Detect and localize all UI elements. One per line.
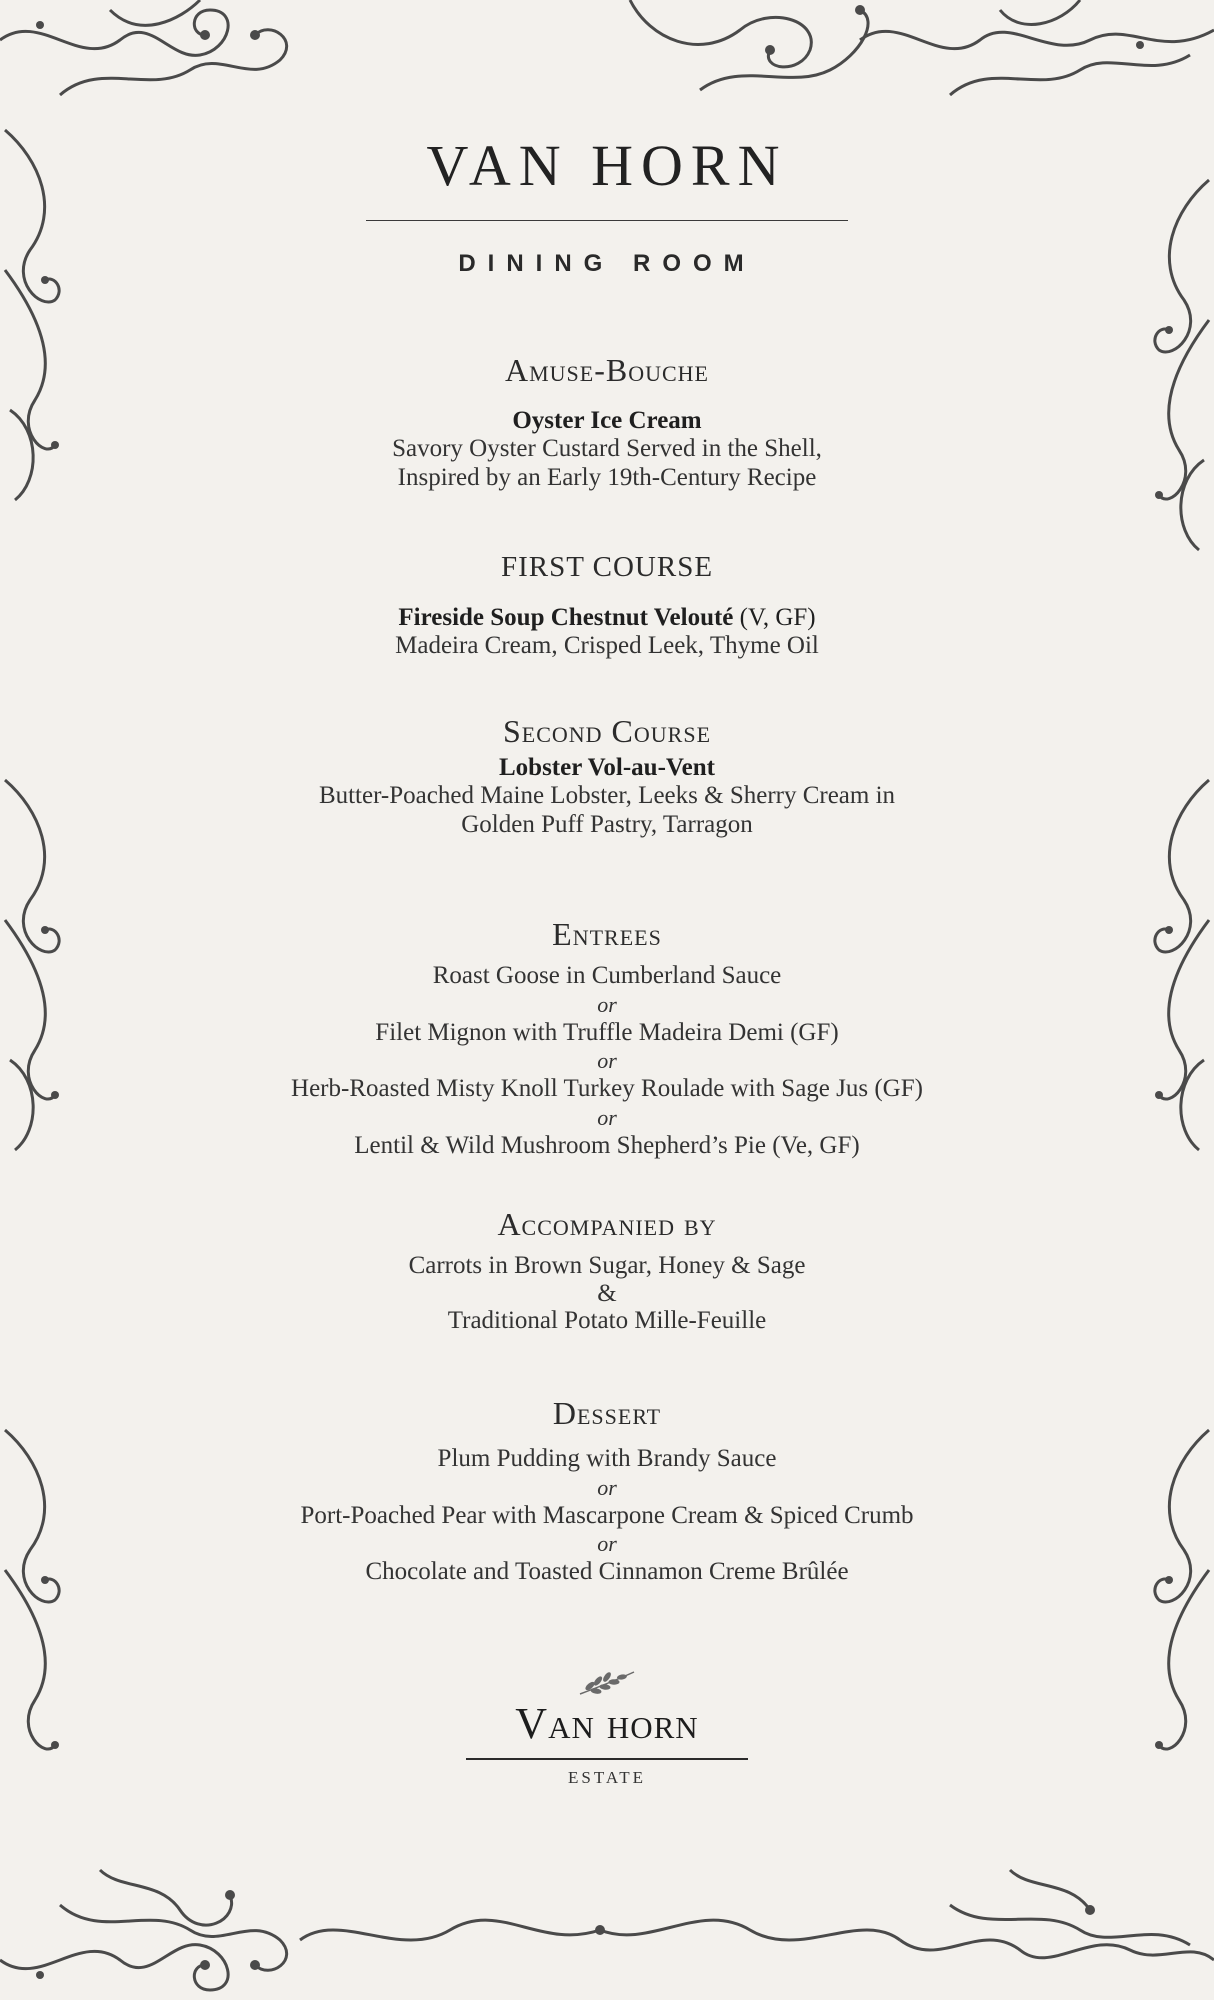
restaurant-subtitle: DINING ROOM: [458, 250, 756, 277]
menu-item: Herb-Roasted Misty Knoll Turkey Roulade with Sage Jus (GF): [291, 1075, 923, 1102]
header-divider: [366, 220, 848, 221]
estate-logo-subtitle: ESTATE: [567, 1768, 647, 1787]
sprig-icon: [578, 1668, 636, 1702]
dish-name: Oyster Ice Cream: [512, 407, 702, 434]
dish-name: Lobster Vol-au-Vent: [498, 754, 715, 781]
dietary-tag: (V, GF): [733, 604, 816, 631]
logo-divider: [466, 1758, 748, 1760]
section-title: Dessert: [552, 1395, 662, 1431]
section-entrees: [0, 914, 1214, 1160]
or-separator: or: [597, 1104, 617, 1130]
section-first-course: [0, 547, 1214, 661]
or-separator: or: [597, 991, 617, 1017]
dish-description: Butter-Poached Maine Lobster, Leeks & Sherry Cream in: [318, 782, 896, 809]
menu-item: Filet Mignon with Truffle Madeira Demi (GF): [375, 1018, 839, 1046]
menu-item: Plum Pudding with Brandy Sauce: [437, 1445, 777, 1472]
ampersand-separator: &: [597, 1279, 617, 1307]
section-accompaniments: [0, 1204, 1214, 1335]
section-second-course: [0, 711, 1214, 839]
dish-description: Inspired by an Early 19th-Century Recipe: [397, 463, 817, 491]
or-separator: or: [597, 1048, 617, 1073]
dish-description: Madeira Cream, Crisped Leek, Thyme Oil: [395, 632, 819, 659]
dish-name-row: [0, 603, 1214, 632]
restaurant-title: VAN HORN: [426, 133, 788, 198]
section-dessert: [0, 1393, 1214, 1587]
section-title: Entrees: [552, 916, 662, 952]
dish-description: Golden Puff Pastry, Tarragon: [461, 810, 753, 838]
menu-item: Roast Goose in Cumberland Sauce: [432, 962, 782, 989]
or-separator: or: [597, 1531, 617, 1556]
menu-item: Traditional Potato Mille-Feuille: [447, 1306, 767, 1334]
section-title: Second Course: [502, 713, 712, 749]
section-title: FIRST COURSE: [500, 551, 714, 583]
dish-name: Fireside Soup Chestnut Velouté: [398, 604, 734, 631]
section-amuse-bouche: [0, 350, 1214, 492]
dish-description: Savory Oyster Custard Served in the Shell,: [392, 435, 822, 462]
section-title: Accompanied by: [497, 1206, 717, 1242]
estate-logo-title: Van horn: [515, 1699, 699, 1748]
menu-item: Chocolate and Toasted Cinnamon Creme Brûlée: [365, 1558, 849, 1585]
top-ornament-border: [0, 0, 1214, 110]
menu-item: Port-Poached Pear with Mascarpone Cream & Spiced Crumb: [300, 1501, 914, 1529]
section-title: Amuse-Bouche: [504, 352, 709, 388]
menu-item: Carrots in Brown Sugar, Honey & Sage: [408, 1252, 806, 1279]
or-separator: or: [597, 1474, 617, 1500]
bottom-ornament-border: [0, 1850, 1214, 2000]
menu-item: Lentil & Wild Mushroom Shepherd’s Pie (Ve, GF): [354, 1131, 860, 1159]
